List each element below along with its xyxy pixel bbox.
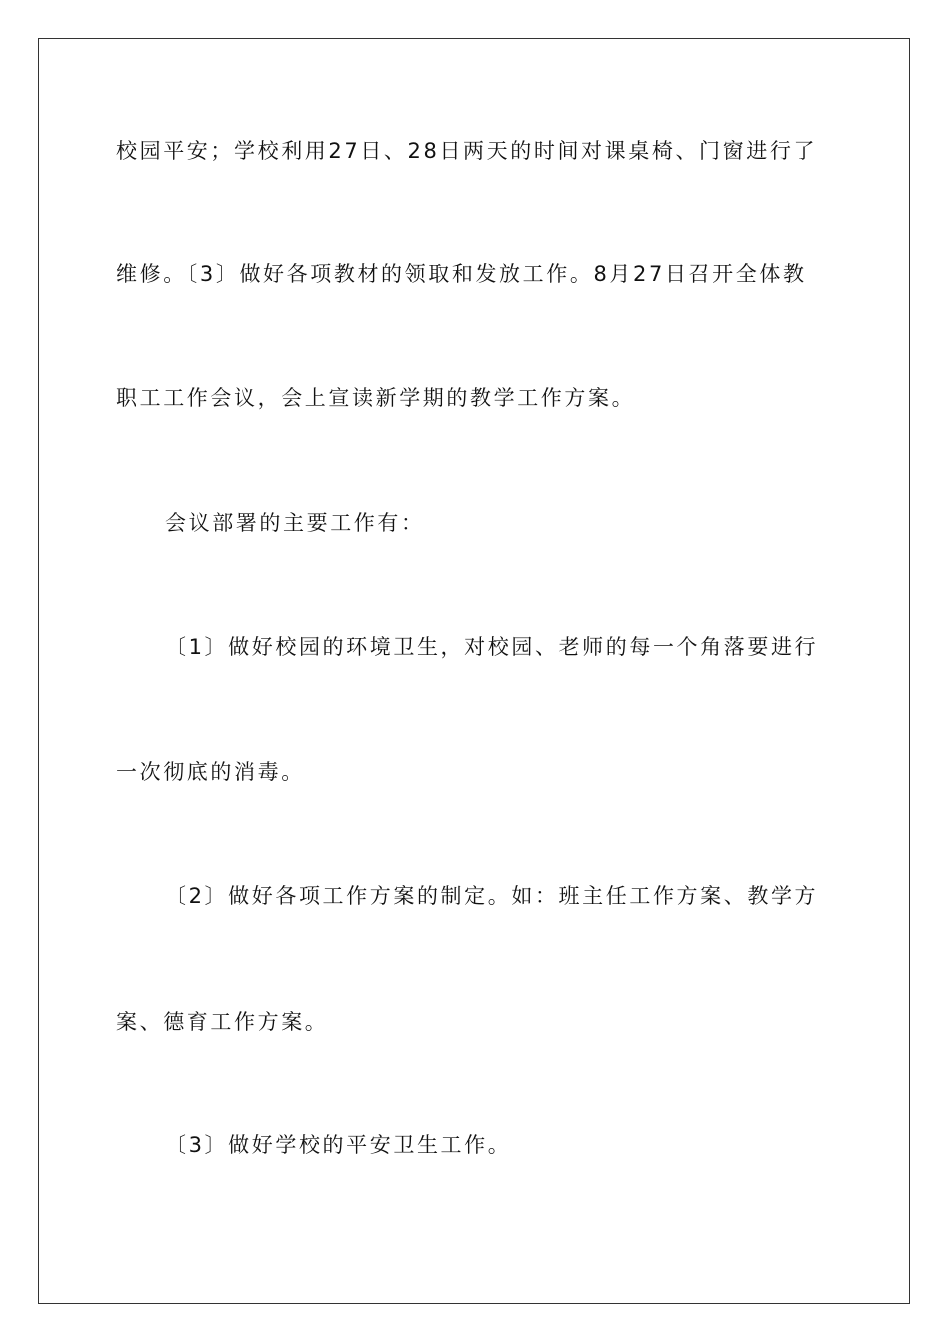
- page-frame: [38, 38, 910, 1304]
- text-line-8: 案、德育工作方案。: [116, 1010, 329, 1034]
- text-line-2: 维修。〔3〕做好各项教材的领取和发放工作。8月27日召开全体教: [116, 262, 807, 286]
- text-line-6: 一次彻底的消毒。: [116, 760, 305, 784]
- text-line-4: 会议部署的主要工作有：: [165, 511, 425, 535]
- text-line-7: 〔2〕做好各项工作方案的制定。如：班主任工作方案、教学方: [165, 884, 819, 908]
- text-line-9: 〔3〕做好学校的平安卫生工作。: [165, 1133, 512, 1157]
- text-line-1: 校园平安；学校利用27日、28日两天的时间对课桌椅、门窗进行了: [116, 139, 818, 163]
- text-line-3: 职工工作会议，会上宣读新学期的教学工作方案。: [116, 386, 636, 410]
- text-line-5: 〔1〕做好校园的环境卫生，对校园、老师的每一个角落要进行: [165, 635, 819, 659]
